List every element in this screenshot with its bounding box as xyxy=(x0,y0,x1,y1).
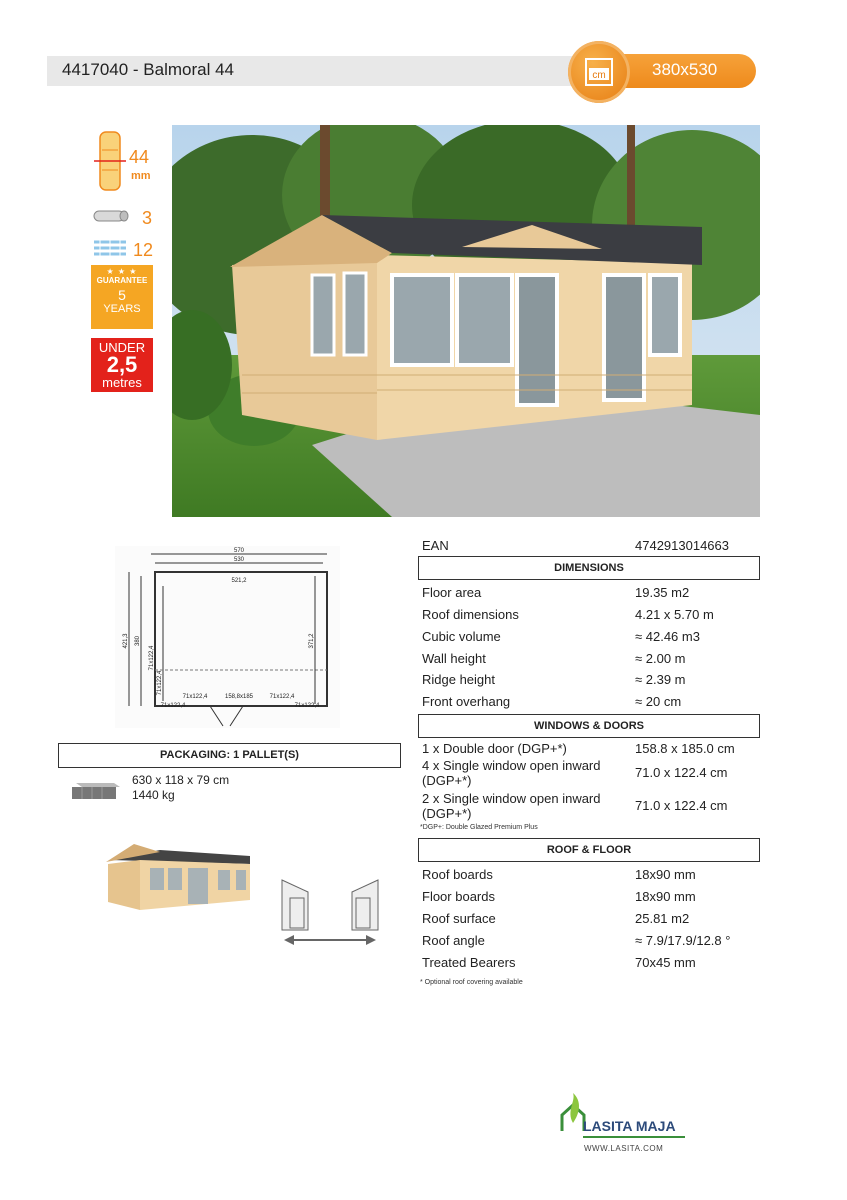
shingles-count: 12 xyxy=(133,240,154,260)
height-badge-line2: 2,5 xyxy=(106,352,138,377)
roof-note: * Optional roof covering available xyxy=(420,979,523,986)
spec-label: Wall height xyxy=(422,651,486,666)
spec-row xyxy=(418,758,760,792)
plan-corner-right: 71x122,4 xyxy=(294,703,320,709)
ruler-square-icon xyxy=(568,41,630,103)
spec-value: ≈ 2.00 m xyxy=(635,651,686,666)
dimensions-header: DIMENSIONS xyxy=(418,556,760,580)
spec-label: Floor area xyxy=(422,585,482,600)
roof-floor-header: ROOF & FLOOR xyxy=(418,838,760,862)
spec-label: Floor boards xyxy=(422,889,495,904)
log-profile-icon xyxy=(92,130,128,192)
spec-value: 4.21 x 5.70 m xyxy=(635,607,714,622)
packaging-weight: 1440 kg xyxy=(132,788,175,802)
spec-value: ≈ 42.46 m3 xyxy=(635,629,700,644)
floor-plan xyxy=(115,546,340,728)
plan-front-window-left: 71x122,4 xyxy=(182,694,208,700)
plan-inner-width: 530 xyxy=(233,557,245,563)
roof-rolls-count: 3 xyxy=(142,208,153,228)
door-direction-diagram xyxy=(278,870,383,948)
guarantee-badge xyxy=(91,265,153,329)
spec-label: 2 x Single window open inward xyxy=(422,791,601,806)
guarantee-years: 5 xyxy=(118,287,126,303)
spec-label: Roof boards xyxy=(422,867,493,882)
spec-value: ≈ 20 cm xyxy=(635,694,682,709)
packaging-header: PACKAGING: 1 PALLET(S) xyxy=(58,743,401,768)
height-badge xyxy=(91,338,153,392)
spec-label: Ridge height xyxy=(422,672,495,687)
plan-inner-depth: 380 xyxy=(135,635,141,647)
plan-front-window-right: 71x122,4 xyxy=(269,694,295,700)
plan-side-window-upper: 71x122,4 xyxy=(149,645,155,671)
size-label: 380x530 xyxy=(652,60,718,79)
plan-right-depth: 371,2 xyxy=(309,633,315,649)
wall-thickness: 44 xyxy=(129,147,150,167)
spec-label-cont: (DGP+*) xyxy=(422,806,472,821)
spec-label: 4 x Single window open inward xyxy=(422,758,601,773)
plan-door: 158,8x185 xyxy=(224,694,254,700)
windows-note: *DGP+: Double Glazed Premium Plus xyxy=(420,824,538,831)
plan-side-window-lower: 71x122,4 xyxy=(157,670,163,696)
spec-value: 70x45 mm xyxy=(635,955,696,970)
windows-header: WINDOWS & DOORS xyxy=(418,714,760,738)
brand-underline xyxy=(583,1136,685,1138)
plan-outer-depth: 421,3 xyxy=(123,633,129,649)
product-title: 4417040 - Balmoral 44 xyxy=(62,60,235,79)
spec-value: 158.8 x 185.0 cm xyxy=(635,741,735,756)
brand-name: LASITA MAJA xyxy=(583,1118,676,1134)
plan-outer-width: 570 xyxy=(233,548,245,554)
spec-value: 25.81 m2 xyxy=(635,911,690,926)
spec-label: Cubic volume xyxy=(422,629,501,644)
wall-unit: mm xyxy=(131,170,151,182)
ean-label: EAN xyxy=(422,538,449,553)
spec-label: Roof dimensions xyxy=(422,607,519,622)
spec-value: 71.0 x 122.4 cm xyxy=(635,765,728,780)
plan-wall-length: 521,2 xyxy=(231,578,247,584)
badge-unit: cm xyxy=(592,70,606,81)
guarantee-stars: ★ ★ ★ xyxy=(106,267,138,276)
spec-label: Roof surface xyxy=(422,911,496,926)
spec-label: Treated Bearers xyxy=(422,955,516,970)
spec-label-cont: (DGP+*) xyxy=(422,773,472,788)
pallet-icon xyxy=(70,777,122,801)
ean-value: 4742913014663 xyxy=(635,538,729,553)
plan-corner-left: 71x122,4 xyxy=(160,703,186,709)
guarantee-label: GUARANTEE xyxy=(96,276,148,285)
spec-value: 18x90 mm xyxy=(635,889,696,904)
product-photo xyxy=(172,125,760,517)
height-badge-line1: UNDER xyxy=(98,340,146,355)
height-badge-line3: metres xyxy=(102,375,142,390)
guarantee-years-label: YEARS xyxy=(103,303,141,315)
spec-value: 18x90 mm xyxy=(635,867,696,882)
spec-row xyxy=(418,791,760,825)
shingles-icon xyxy=(90,236,130,258)
spec-label: 1 x Double door (DGP+*) xyxy=(422,741,567,756)
spec-label: Roof angle xyxy=(422,933,485,948)
spec-label: Front overhang xyxy=(422,694,511,709)
cabin-3d-render xyxy=(100,838,260,918)
website[interactable]: WWW.LASITA.COM xyxy=(584,1144,664,1153)
spec-value: 19.35 m2 xyxy=(635,585,690,600)
spec-value: 71.0 x 122.4 cm xyxy=(635,798,728,813)
spec-value: ≈ 7.9/17.9/12.8 ° xyxy=(635,933,731,948)
size-badge xyxy=(568,41,630,103)
spec-value: ≈ 2.39 m xyxy=(635,672,686,687)
packaging-dimensions: 630 x 118 x 79 cm xyxy=(132,773,230,787)
roof-roll-icon xyxy=(90,204,130,226)
